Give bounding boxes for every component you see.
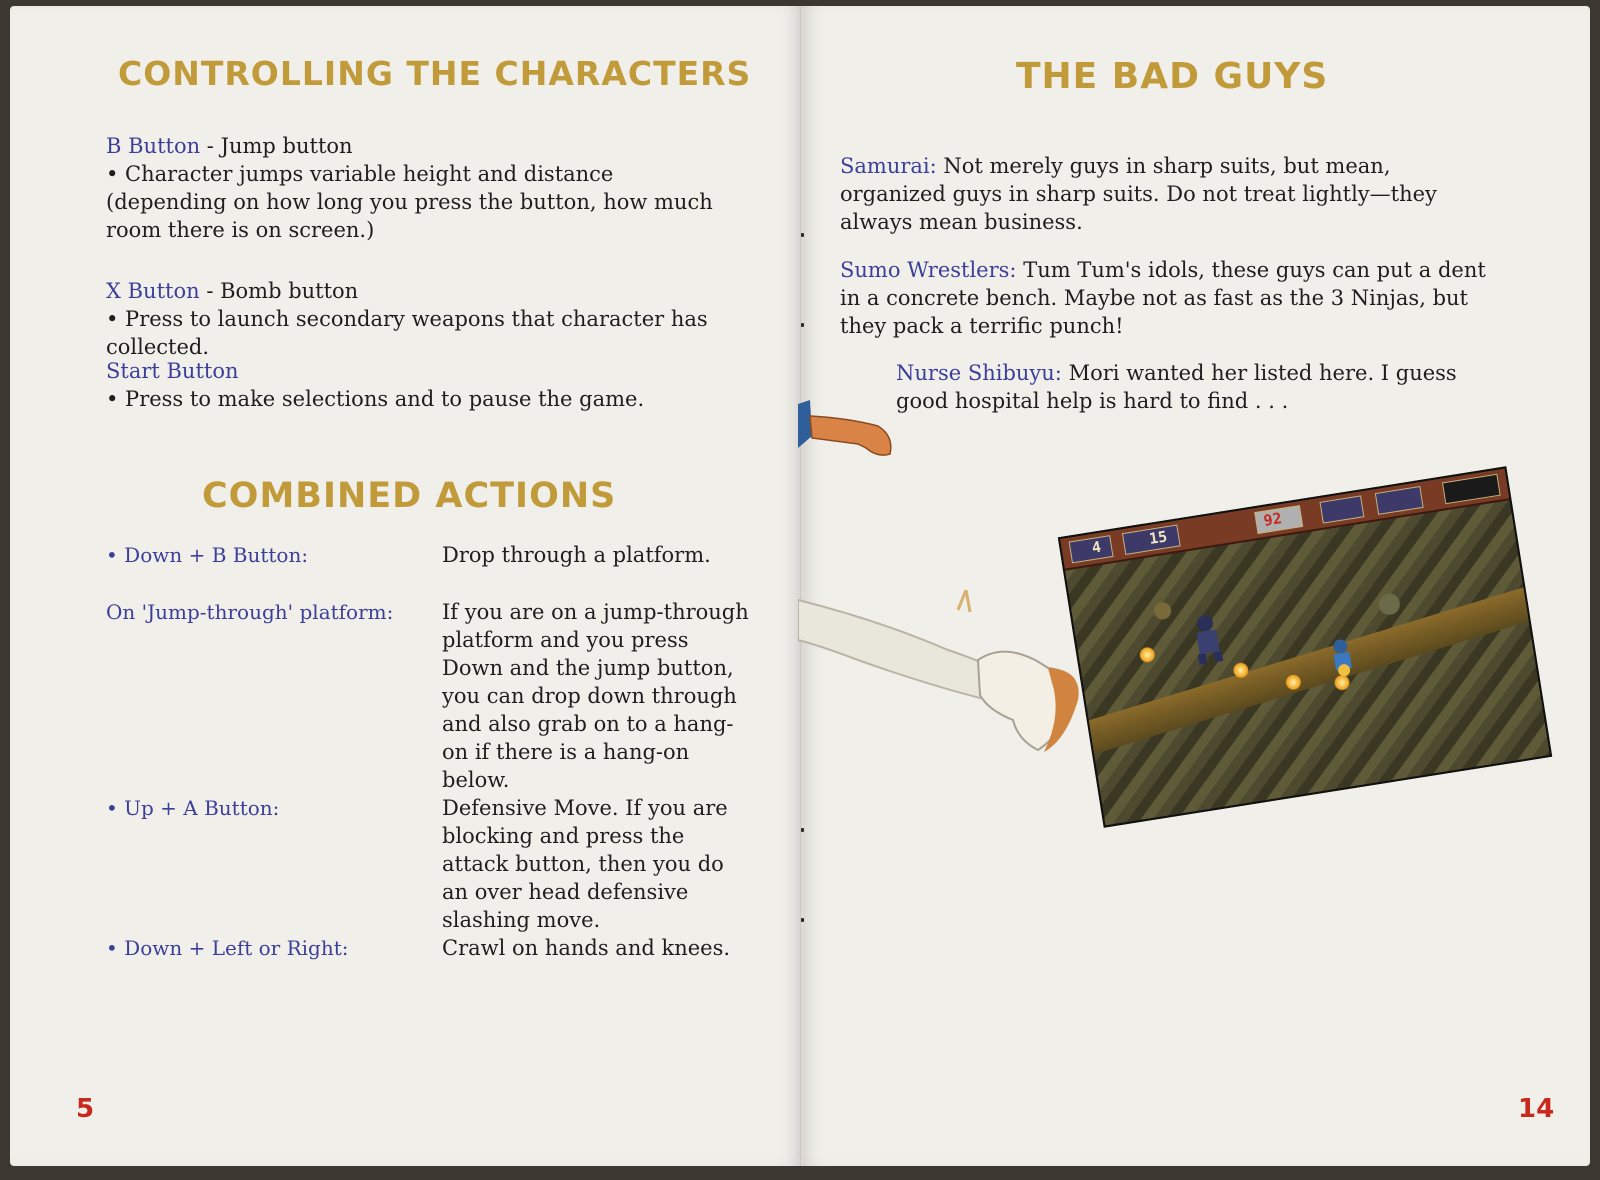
game-ledge [1070,574,1553,759]
control-desc: • Character jumps variable height and distance (depending on how long you press the button, how much room there is on screen.) [106,162,713,242]
control-b-button [106,132,736,244]
ninja-arm-illustration [798,396,898,466]
control-start-button [106,357,786,413]
combined-heading: COMBINED ACTIONS [202,476,617,516]
combo-row [106,794,766,932]
combo-key: • Down + B Button: [106,543,309,567]
hud-slot [1319,495,1364,523]
control-label: Start Button [106,359,239,383]
ninja-kick-illustration [798,590,1098,770]
bad-guy-desc: Tum Tum's idols, these guys can put a dent in a concrete bench. Maybe not as fast as the 3 Ninjas, but they pack a terrific punch! [840,258,1486,338]
hud-bombs: 15 [1147,527,1169,548]
bad-guy-desc: Not merely guys in sharp suits, but mean, organized guys in sharp suits. Do not treat lightly—they always mean business. [840,154,1437,234]
bad-guy-name: Samurai: [840,154,937,178]
bad-guy-samurai [840,152,1490,236]
staple-dot [801,233,804,237]
bad-guy-name: Nurse Shibuyu: [896,361,1062,385]
combo-desc: Drop through a platform. [442,543,711,567]
hud-slot [1442,474,1501,504]
bad-guy-name: Sumo Wrestlers: [840,258,1017,282]
bad-guys-heading: THE BAD GUYS [1016,56,1329,97]
game-fire [1138,646,1156,664]
control-x-button [106,277,786,361]
combo-desc: Crawl on hands and knees. [442,936,731,960]
combo-desc: If you are on a jump-through platform and you press Down and the jump button, you can drop down through and also grab on to a hang-on if there is a hang-on below. [442,600,749,792]
control-name: - Bomb button [199,279,359,303]
combo-row [106,598,766,792]
bad-guy-nurse [896,359,1496,415]
staple-dot [801,828,804,832]
page-fold [800,6,803,1166]
hud-lives: 4 [1090,537,1103,558]
left-page [10,6,802,1166]
combo-key: • Down + Left or Right: [106,936,349,960]
game-player-sprite [1319,633,1365,679]
control-desc: • Press to make selections and to pause the game. [106,387,645,411]
hud-slot [1375,486,1424,515]
combo-row [106,541,766,571]
control-name: - Jump button [200,134,353,158]
staple-dot [801,323,804,327]
combo-key: • Up + A Button: [106,796,280,820]
page-number-left: 5 [76,1094,95,1124]
game-ninja-sprite [1184,610,1231,666]
control-desc: • Press to launch secondary weapons that character has collected. [106,307,708,359]
hud-timer: 92 [1262,509,1284,530]
combo-key: On 'Jump-through' platform: [106,600,394,624]
page-number-right: 14 [1518,1094,1555,1124]
bad-guy-sumo [840,256,1490,340]
controls-heading: CONTROLLING THE CHARACTERS [118,54,752,93]
bad-guy-desc: Mori wanted her listed here. I guess good hospital help is hard to find . . . [896,361,1457,413]
staple-dot [801,918,804,922]
control-label: X Button [106,279,200,303]
control-label: B Button [106,134,201,158]
combo-desc: Defensive Move. If you are blocking and press the attack button, then you do an over head defensive slashing move. [442,796,728,932]
combo-row [106,934,766,964]
